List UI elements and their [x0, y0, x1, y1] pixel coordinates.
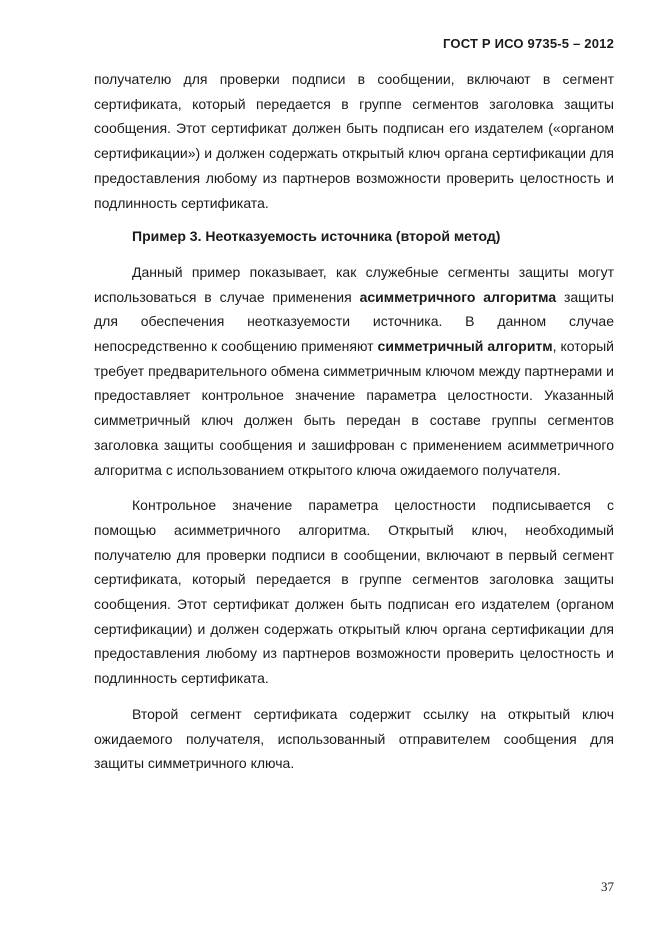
- bold-term-asymmetric: асимметричного алгоритма: [359, 288, 557, 305]
- bold-term-symmetric: симметричный алгоритм: [377, 338, 553, 355]
- example-heading: Пример 3. Неотказуемость источника (второй метод): [132, 228, 501, 245]
- paragraph-continuation: получателю для проверки подписи в сообщении, включают в сегмент сертификата, который передается в группе сегментов заголовка защиты сообщения. Этот сертификат должен быть подписан его издателем («органом сертификации») и должен содержать открытый ключ органа сертификации для предоставления любому из партнеров возможности проверить целостность и подлинность сертификата.: [94, 71, 614, 211]
- text-run: Данный пример показывает, как служебные сегменты защиты могут использоваться в случае применения: [94, 263, 614, 305]
- text-run: защиты для обеспечения неотказуемости источника. В данном случае непосредственно к сообщению применяют: [94, 288, 614, 355]
- paragraph-second-certificate: Второй сегмент сертификата содержит ссылку на открытый ключ ожидаемого получателя, использованный отправителем сообщения для защиты симметричного ключа.: [94, 705, 614, 772]
- page-body: [94, 67, 614, 776]
- paragraph-example-description: [94, 260, 614, 482]
- page-number: 37: [601, 879, 614, 894]
- document-header: ГОСТ Р ИСО 9735-5 – 2012: [443, 36, 614, 51]
- paragraph-integrity-signature: Контрольное значение параметра целостности подписывается с помощью асимметричного алгоритма. Открытый ключ, необходимый получателю для проверки подписи в сообщении, включают в первый сегмент сертификата, который передается в группе сегментов заголовка защиты сообщения. Этот сертификат должен быть подписан его издателем (органом сертификации) и должен содержать открытый ключ органа сертификации для предоставления любому из партнеров возможности проверить целостность и подлинность сертификата.: [94, 497, 614, 687]
- text-run: , который требует предварительного обмена симметричным ключом между партнерами и предоставляет контрольное значение параметра целостности. Указанный симметричный ключ должен быть передан в составе группы сегментов заголовка защиты сообщения и зашифрован с применением асимметричного алгоритма с использованием открытого ключа ожидаемого получателя.: [94, 338, 614, 478]
